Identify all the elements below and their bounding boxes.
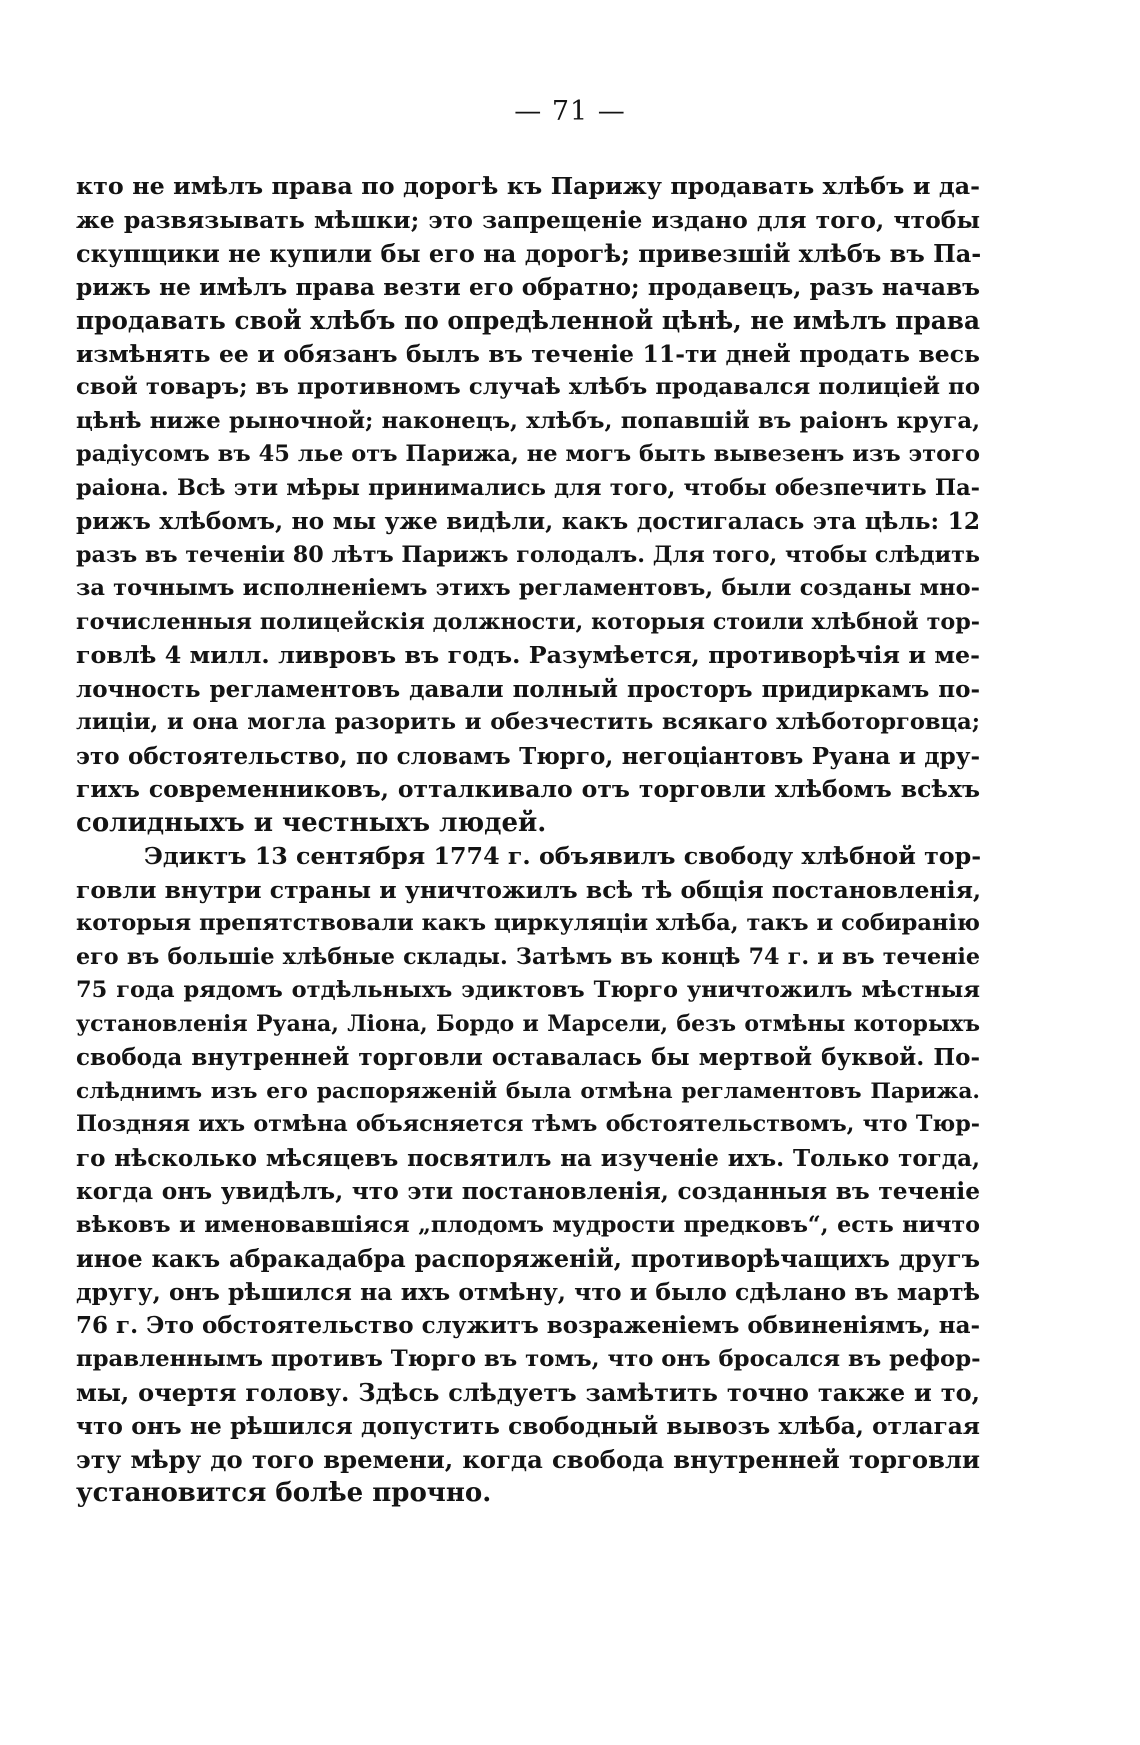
text-line: вѣковъ и именовавшіяся „плодомъ мудрости предковъ“, есть ничто [76, 1211, 980, 1238]
text-line: рижъ не имѣлъ права везти его обратно; продавецъ, разъ начавъ [76, 273, 980, 301]
text-line: же развязывать мѣшки; это запрещеніе издано для того, чтобы [76, 205, 980, 234]
text-line: что онъ не рѣшился допустить свободный вывозъ хлѣба, отлагая [76, 1412, 980, 1440]
text-line: гихъ современниковъ, отталкивало отъ торговли хлѣбомъ всѣхъ [76, 775, 980, 803]
text-line: которыя препятствовали какъ циркуляціи хлѣба, такъ и собиранію [76, 910, 980, 936]
text-line: кто не имѣлъ права по дорогѣ къ Парижу продавать хлѣбъ и да- [76, 172, 980, 200]
text-line: лиціи, и она могла разорить и обезчестить всякаго хлѣботорговца; [76, 709, 980, 735]
text-line: свой товаръ; въ противномъ случаѣ хлѣбъ продавался полиціей по [76, 374, 980, 400]
text-line: рижъ хлѣбомъ, но мы уже видѣли, какъ достигалась эта цѣль: 12 [76, 508, 980, 535]
text-line: его въ большіе хлѣбные склады. Затѣмъ въ концѣ 74 г. и въ теченіе [76, 943, 980, 970]
text-line: гочисленныя полицейскія должности, которыя стоили хлѣбной тор- [76, 608, 980, 635]
text-line: это обстоятельство, по словамъ Тюрго, негоціантовъ Руана и дру- [76, 742, 980, 770]
text-line: слѣднимъ изъ его распоряженій была отмѣна регламентовъ Парижа. [76, 1078, 980, 1104]
text-line: эту мѣру до того времени, когда свобода внутренней торговли [76, 1445, 980, 1474]
text-line: Эдиктъ 13 сентября 1774 г. объявилъ свободу хлѣбной тор- [144, 842, 982, 870]
text-line: го нѣсколько мѣсяцевъ посвятилъ на изученіе ихъ. Только тогда, [76, 1144, 980, 1172]
text-line: Поздняя ихъ отмѣна объясняется тѣмъ обстоятельствомъ, что Тюр- [76, 1111, 980, 1137]
text-line: иное какъ абракадабра распоряженій, противорѣчащихъ другъ [76, 1244, 980, 1273]
page-number: — 71 — [514, 96, 626, 127]
text-line: измѣнять ее и обязанъ былъ въ теченіе 11-ти дней продать весь [76, 339, 980, 368]
text-line: говлѣ 4 милл. ливровъ въ годъ. Разумѣется, противорѣчія и ме- [76, 641, 980, 669]
text-line: свобода внутренней торговли оставалась бы мертвой буквой. По- [76, 1044, 980, 1071]
text-line: правленнымъ противъ Тюрго въ томъ, что онъ бросался въ рефор- [76, 1345, 981, 1372]
text-line: 76 г. Это обстоятельство служитъ возраженіемъ обвиненіямъ, на- [76, 1312, 981, 1339]
paragraph-2 [76, 840, 980, 1510]
text-line: цѣнѣ ниже рыночной; наконецъ, хлѣбъ, попавшій въ раіонъ круга, [76, 407, 980, 434]
text-line: 75 года рядомъ отдѣльныхъ эдиктовъ Тюрго уничтожилъ мѣстныя [76, 977, 980, 1003]
text-line: когда онъ увидѣлъ, что эти постановленія, созданныя въ теченіе [76, 1178, 980, 1205]
text-line: разъ въ теченіи 80 лѣтъ Парижъ голодалъ. Для того, чтобы слѣдить [76, 541, 980, 568]
text-line: скупщики не купили бы его на дорогѣ; привезшій хлѣбъ въ Па- [76, 239, 982, 268]
text-line: радіусомъ въ 45 лье отъ Парижа, не могъ быть вывезенъ изъ этого [76, 441, 980, 467]
text-line: раіона. Всѣ эти мѣры принимались для того, чтобы обезпечить Па- [76, 474, 980, 501]
text-line: говли внутри страны и уничтожилъ всѣ тѣ общія постановленія, [76, 875, 982, 904]
text-line: продавать свой хлѣбъ по опредѣленной цѣнѣ, не имѣлъ права [76, 306, 980, 335]
text-line: за точнымъ исполненіемъ этихъ регламентовъ, были созданы мно- [76, 575, 980, 601]
text-line: мы, очертя голову. Здѣсь слѣдуетъ замѣтить точно также и то, [76, 1378, 980, 1407]
text-line: установленія Руана, Ліона, Бордо и Марсели, безъ отмѣны которыхъ [76, 1010, 980, 1037]
text-line: солидныхъ и честныхъ людей. [76, 807, 547, 838]
body-text [76, 170, 980, 1510]
text-line: другу, онъ рѣшился на ихъ отмѣну, что и было сдѣлано въ мартѣ [76, 1277, 981, 1306]
text-line: установится болѣе прочно. [76, 1477, 492, 1508]
paragraph-1 [76, 170, 980, 840]
text-line: лочность регламентовъ давали полный просторъ придиркамъ по- [76, 675, 980, 703]
